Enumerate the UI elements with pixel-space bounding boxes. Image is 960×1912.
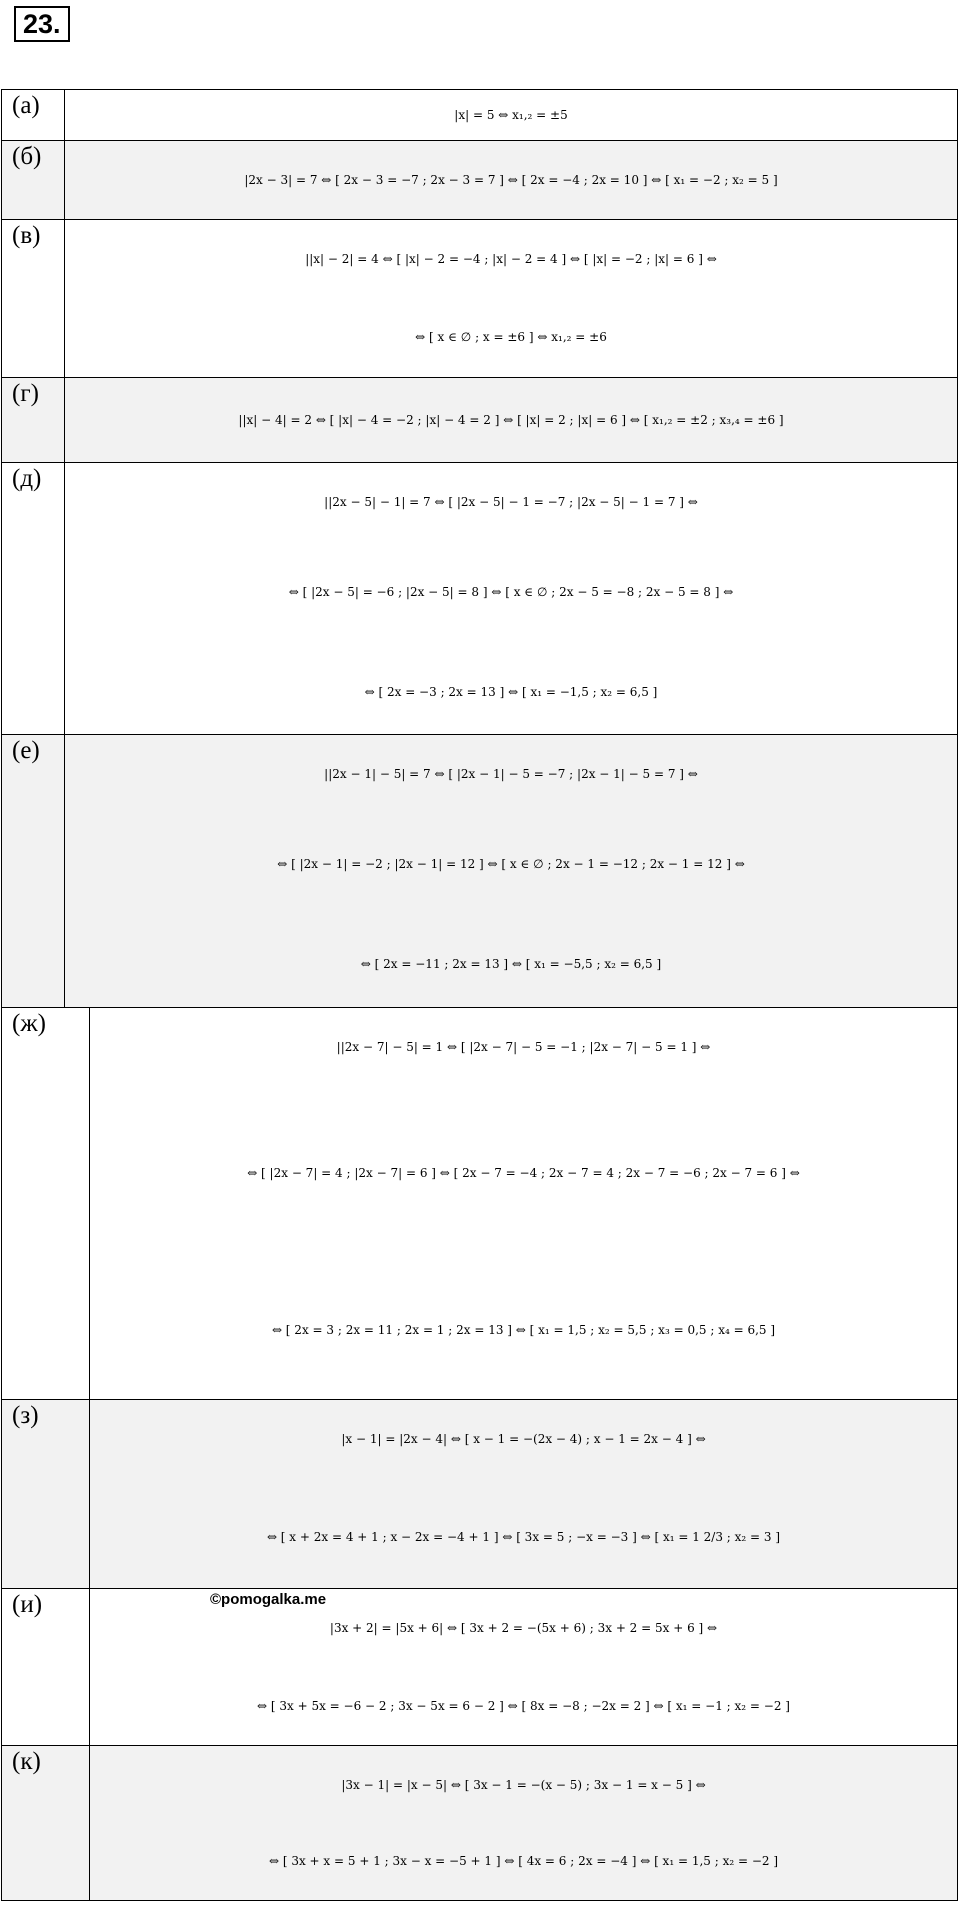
equation-line: ⇔ [ |2x − 5| = −6 ; |2x − 5| = 8 ] ⇔ [ x ∈ ∅ ; 2x − 5 = −8 ; 2x − 5 = 8 ] ⇔ bbox=[288, 585, 734, 599]
equation-line: ⇔ [ 3x + 5x = −6 − 2 ; 3x − 5x = 6 − 2 ] ⇔ [ 8x = −8 ; −2x = 2 ] ⇔ [ x₁ = −1 ; x₂ = −2 ] bbox=[257, 1699, 790, 1713]
row-content bbox=[65, 220, 957, 377]
equation-line: |3x + 2| = |5x + 6| ⇔ [ 3x + 2 = −(5x + 6) ; 3x + 2 = 5x + 6 ] ⇔ bbox=[329, 1621, 718, 1635]
equation-line: ⇔ [ 2x = 3 ; 2x = 11 ; 2x = 1 ; 2x = 13 ] ⇔ [ x₁ = 1,5 ; x₂ = 5,5 ; x₃ = 0,5 ; x₄ = 6,5 ] bbox=[271, 1323, 776, 1337]
equation-line: |x − 1| = |2x − 4| ⇔ [ x − 1 = −(2x − 4) ; x − 1 = 2x − 4 ] ⇔ bbox=[341, 1432, 706, 1446]
row-label: (в) bbox=[2, 220, 65, 377]
equation-line: ||2x − 5| − 1| = 7 ⇔ [ |2x − 5| − 1 = −7 ; |2x − 5| − 1 = 7 ] ⇔ bbox=[324, 495, 698, 509]
row-label: (д) bbox=[2, 463, 65, 734]
row-label: (б) bbox=[2, 141, 65, 219]
row-content bbox=[65, 378, 957, 462]
equation-line: ||x| − 2| = 4 ⇔ [ |x| − 2 = −4 ; |x| − 2 = 4 ] ⇔ [ |x| = −2 ; |x| = 6 ] ⇔ bbox=[305, 252, 717, 266]
equation-line: ⇔ [ 3x + x = 5 + 1 ; 3x − x = −5 + 1 ] ⇔ [ 4x = 6 ; 2x = −4 ] ⇔ [ x₁ = 1,5 ; x₂ = −2 ] bbox=[268, 1854, 779, 1868]
equation-line: |x| = 5 ⇔ x₁,₂ = ±5 bbox=[454, 108, 568, 122]
row-content bbox=[90, 1746, 957, 1900]
equation-line: ⇔ [ 2x = −11 ; 2x = 13 ] ⇔ [ x₁ = −5,5 ; x₂ = 6,5 ] bbox=[360, 957, 662, 971]
row-label: (к) bbox=[2, 1746, 90, 1900]
row-label: (е) bbox=[2, 735, 65, 1007]
solution-row-v bbox=[1, 220, 958, 378]
equation-line: ||x| − 4| = 2 ⇔ [ |x| − 4 = −2 ; |x| − 4 = 2 ] ⇔ [ |x| = 2 ; |x| = 6 ] ⇔ [ x₁,₂ = ±2 ; x₃,₄ = ±6 ] bbox=[238, 413, 784, 427]
solution-row-z bbox=[1, 1400, 958, 1589]
equation-line: ⇔ [ |2x − 1| = −2 ; |2x − 1| = 12 ] ⇔ [ x ∈ ∅ ; 2x − 1 = −12 ; 2x − 1 = 12 ] ⇔ bbox=[277, 857, 745, 871]
equation-line: ||2x − 1| − 5| = 7 ⇔ [ |2x − 1| − 5 = −7 ; |2x − 1| − 5 = 7 ] ⇔ bbox=[324, 767, 698, 781]
equation-line: ||2x − 7| − 5| = 1 ⇔ [ |2x − 7| − 5 = −1 ; |2x − 7| − 5 = 1 ] ⇔ bbox=[336, 1040, 711, 1054]
equation-line: ⇔ [ |2x − 7| = 4 ; |2x − 7| = 6 ] ⇔ [ 2x − 7 = −4 ; 2x − 7 = 4 ; 2x − 7 = −6 ; 2x − 7 = 6 ] ⇔ bbox=[247, 1166, 800, 1180]
equation-line: |2x − 3| = 7 ⇔ [ 2x − 3 = −7 ; 2x − 3 = 7 ] ⇔ [ 2x = −4 ; 2x = 10 ] ⇔ [ x₁ = −2 ; x₂ = 5 ] bbox=[244, 173, 778, 187]
row-content bbox=[90, 1400, 957, 1588]
row-label: (и) bbox=[2, 1589, 90, 1745]
row-content bbox=[65, 90, 957, 140]
solution-row-k bbox=[1, 1746, 958, 1901]
equation-line: ⇔ [ 2x = −3 ; 2x = 13 ] ⇔ [ x₁ = −1,5 ; x₂ = 6,5 ] bbox=[364, 685, 658, 699]
solution-row-b bbox=[1, 141, 958, 220]
row-label: (г) bbox=[2, 378, 65, 462]
equation-line: ⇔ [ x + 2x = 4 + 1 ; x − 2x = −4 + 1 ] ⇔ [ 3x = 5 ; −x = −3 ] ⇔ [ x₁ = 1 2/3 ; x₂ = 3 ] bbox=[266, 1530, 781, 1544]
row-content bbox=[90, 1008, 957, 1399]
solution-row-e bbox=[1, 735, 958, 1008]
solution-row-zh bbox=[1, 1008, 958, 1400]
solution-row-i bbox=[1, 1589, 958, 1746]
solution-row-d bbox=[1, 463, 958, 735]
row-content bbox=[65, 141, 957, 219]
watermark: ©pomogalka.me bbox=[210, 1591, 327, 1608]
equation-line: |3x − 1| = |x − 5| ⇔ [ 3x − 1 = −(x − 5) ; 3x − 1 = x − 5 ] ⇔ bbox=[341, 1778, 706, 1792]
row-label: (а) bbox=[2, 90, 65, 140]
row-label: (ж) bbox=[2, 1008, 90, 1399]
row-content bbox=[90, 1589, 957, 1745]
solutions-table bbox=[1, 89, 958, 1901]
equation-line: ⇔ [ x ∈ ∅ ; x = ±6 ] ⇔ x₁,₂ = ±6 bbox=[415, 330, 607, 344]
exercise-number: 23. bbox=[14, 6, 70, 42]
row-label: (з) bbox=[2, 1400, 90, 1588]
solution-row-a bbox=[1, 90, 958, 141]
solution-row-g bbox=[1, 378, 958, 463]
row-content bbox=[65, 735, 957, 1007]
row-content bbox=[65, 463, 957, 734]
